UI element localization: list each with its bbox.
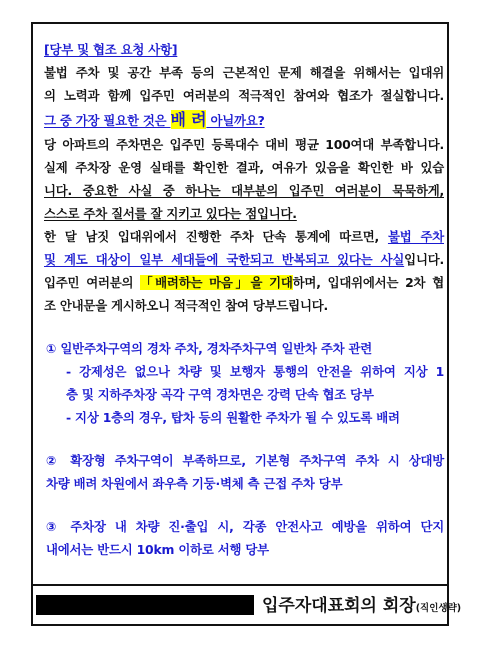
item-2-title-line-2: 차량 배려 차원에서 좌우측 기둥·벽체 측 근접 주차 당부 [46,476,343,491]
para1-line-4: 스스로 주차 질서를 잘 지키고 있다는 점입니다. [44,206,297,221]
item-1-sub-2-line-1: - 지상 1층의 경우, 탑차 등의 원활한 주차가 될 수 있도록 배려 [66,410,400,425]
intro-line-2: 의 노력과 함께 입주민 여러분의 적극적인 참여와 협조가 절실합니다. [44,88,444,103]
signature-title: 입주자대표회의 회장 [262,596,416,616]
item-1-sub-1-line-2: 층 및 지하주차장 곡각 구역 경차면은 강력 단속 협조 당부 [66,387,374,402]
para3-line-2: 조 안내문을 게시하오니 적극적인 참여 당부드립니다. [44,298,329,313]
para3-line-1-text: 입주민 여러분의 [44,275,141,290]
para3-line-1-tail: 하며, 입대위에서는 2차 협 [292,275,444,290]
intro-line-1: 불법 주차 및 공간 부족 등의 근본적인 문제 해결을 위해서는 입대위 [44,65,444,80]
para2-line-1 [44,225,444,248]
notice-content [44,38,444,561]
question-suffix: 아닐까요? [206,113,265,128]
question-prefix: 그 중 가장 필요한 것은 [44,113,171,128]
para3-line-1 [44,271,444,294]
item-3-title-line-1: ③ 주차장 내 차량 진·출입 시, 각종 안전사고 예방을 위하여 단지 [46,519,444,534]
para2-line-2-emphasis: 및 계도 대상이 일부 세대들에 국한되고 반복되고 있다는 사실 [44,252,405,267]
para1-line-2: 실제 주차장 운영 실태를 확인한 결과, 여유가 있음을 확인한 바 있습 [44,160,444,175]
para2-line-1-text: 한 달 남짓 입대위에서 진행한 주차 단속 통계에 따르면, [44,229,388,244]
para3-highlight: 「배려하는 마음」을 기대 [140,275,293,290]
signature [262,591,461,616]
section-heading: [당부 및 협조 요청 사항] [44,42,178,57]
item-1-sub-1-line-1: - 강제성은 없으나 차량 및 보행자 통행의 안전을 위하여 지상 1 [66,364,444,379]
para2-line-1-emphasis: 불법 주차 [387,229,444,244]
para1-line-1: 당 아파트의 주차면은 입주민 등록대수 대비 평균 100여대 부족합니다. [44,137,444,152]
item-1-title: ① 일반주차구역의 경차 주차, 경차주차구역 일반차 주차 관련 [46,341,373,356]
redacted-block [36,595,254,615]
para2-line-2 [44,248,444,271]
signature-note: (직인생략) [415,603,462,614]
item-3-title-line-2: 내에서는 반드시 10km 이하로 서행 당부 [46,542,269,557]
question-line [44,107,444,133]
para1-line-3: 니다. 중요한 사실 중 하나는 대부분의 입주민 여러분이 묵묵하게, [44,183,444,198]
signature-separator [33,584,447,586]
item-2-title-line-1: ② 확장형 주차구역이 부족하므로, 기본형 주차구역 주차 시 상대방 [46,453,444,468]
para2-line-2-text: 입니다. [404,252,444,267]
question-emphasis: 배 려 [170,110,207,129]
